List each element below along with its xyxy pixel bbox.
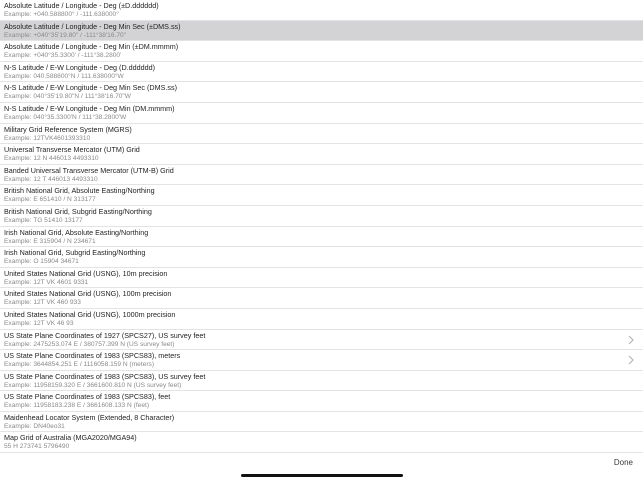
format-example: Example: 040°35'19.80"N / 111°38'16.70"W bbox=[4, 93, 131, 101]
format-title: British National Grid, Subgrid Easting/Northing bbox=[4, 206, 152, 216]
format-title: US State Plane Coordinates of 1983 (SPCS83), US survey feet bbox=[4, 371, 206, 381]
format-example: Example: 3644854.251 E / 1116058.159 N (meters) bbox=[4, 361, 155, 369]
done-button[interactable]: Done bbox=[613, 458, 633, 467]
format-example: 55 H 273741 5796490 bbox=[4, 443, 70, 451]
format-example: Example: 2475253.074 E / 380757.399 N (US survey feet) bbox=[4, 340, 175, 348]
format-example: Example: E 651410 / N 313177 bbox=[4, 196, 96, 204]
format-title: Irish National Grid, Subgrid Easting/Northing bbox=[4, 248, 146, 258]
home-indicator bbox=[241, 474, 403, 477]
format-title: Maidenhead Locator System (Extended, 8 Character) bbox=[4, 412, 175, 422]
format-row[interactable] bbox=[0, 350, 643, 371]
format-example: Example: 12T VK 46 93 bbox=[4, 319, 74, 327]
format-example: Example: +040°35.3300' / -111°38.2800' bbox=[4, 52, 122, 60]
format-row[interactable] bbox=[0, 412, 643, 433]
format-title: United States National Grid (USNG), 100m precision bbox=[4, 289, 172, 299]
format-title: British National Grid, Absolute Easting/Northing bbox=[4, 186, 155, 196]
format-title: Irish National Grid, Absolute Easting/Northing bbox=[4, 227, 149, 237]
format-row[interactable] bbox=[0, 206, 643, 227]
format-title: US State Plane Coordinates of 1983 (SPCS83), meters bbox=[4, 351, 181, 361]
format-title: US State Plane Coordinates of 1983 (SPCS83), feet bbox=[4, 392, 171, 402]
format-example: Example: DN40eo31 bbox=[4, 422, 65, 430]
format-row[interactable] bbox=[0, 227, 643, 248]
format-row[interactable] bbox=[0, 309, 643, 330]
format-title: Military Grid Reference System (MGRS) bbox=[4, 124, 132, 134]
format-row[interactable] bbox=[0, 268, 643, 289]
format-row[interactable] bbox=[0, 371, 643, 392]
format-row[interactable] bbox=[0, 330, 643, 351]
format-example: Example: 12TVK4601393310 bbox=[4, 134, 91, 142]
format-row[interactable] bbox=[0, 247, 643, 268]
format-example: Example: 040.588800°N / 111.638000°W bbox=[4, 72, 124, 80]
format-example: Example: 12 N 446013 4493310 bbox=[4, 155, 99, 163]
format-example: Example: +040.588800° / -111.638000° bbox=[4, 11, 119, 18]
format-title: Banded Universal Transverse Mercator (UTM-B) Grid bbox=[4, 165, 174, 175]
format-title: Absolute Latitude / Longitude - Deg Min (±DM.mmmm) bbox=[4, 42, 179, 52]
format-row[interactable] bbox=[0, 288, 643, 309]
format-row[interactable] bbox=[0, 124, 643, 145]
format-example: Example: 11958159.320 E / 3661600.810 N (US survey feet) bbox=[4, 381, 182, 389]
format-title: Map Grid of Australia (MGA2020/MGA94) bbox=[4, 433, 137, 443]
format-title: United States National Grid (USNG), 10m precision bbox=[4, 268, 168, 278]
format-example: Example: 12T VK 460 933 bbox=[4, 299, 81, 307]
format-row[interactable] bbox=[0, 185, 643, 206]
format-row[interactable] bbox=[0, 0, 643, 21]
format-title: N-S Latitude / E-W Longitude - Deg (D.dddddd) bbox=[4, 62, 156, 72]
format-row[interactable] bbox=[0, 62, 643, 83]
format-row[interactable] bbox=[0, 144, 643, 165]
format-title: US State Plane Coordinates of 1927 (SPCS27), US survey feet bbox=[4, 330, 206, 340]
format-example: Example: TG 51410 13177 bbox=[4, 216, 83, 224]
format-title: Universal Transverse Mercator (UTM) Grid bbox=[4, 145, 140, 155]
chevron-right-icon bbox=[627, 355, 635, 365]
format-row[interactable] bbox=[0, 432, 643, 453]
format-example: Example: +040°35'19.80" / -111°38'16.70" bbox=[4, 31, 127, 39]
format-example: Example: 12T VK 4601 9331 bbox=[4, 278, 89, 286]
format-row[interactable] bbox=[0, 103, 643, 124]
format-example: Example: 040°35.3300'N / 111°38.2800'W bbox=[4, 113, 127, 121]
bottom-toolbar bbox=[0, 456, 643, 482]
format-title: N-S Latitude / E-W Longitude - Deg Min (DM.mmmm) bbox=[4, 103, 175, 113]
format-title: N-S Latitude / E-W Longitude - Deg Min Sec (DMS.ss) bbox=[4, 83, 177, 93]
format-example: Example: 11958183.238 E / 3661608.133 N (feet) bbox=[4, 402, 150, 410]
format-title: Absolute Latitude / Longitude - Deg Min Sec (±DMS.ss) bbox=[4, 21, 181, 31]
format-row[interactable] bbox=[0, 41, 643, 62]
format-row-selected[interactable] bbox=[0, 21, 643, 42]
format-example: Example: E 315904 / N 234671 bbox=[4, 237, 96, 245]
format-row[interactable] bbox=[0, 165, 643, 186]
format-example: Example: O 15904 34671 bbox=[4, 258, 79, 266]
format-title: Absolute Latitude / Longitude - Deg (±D.dddddd) bbox=[4, 1, 159, 10]
chevron-right-icon bbox=[627, 335, 635, 345]
format-title: United States National Grid (USNG), 1000m precision bbox=[4, 309, 176, 319]
format-example: Example: 12 T 446013 4493310 bbox=[4, 175, 98, 183]
format-row[interactable] bbox=[0, 82, 643, 103]
format-row[interactable] bbox=[0, 391, 643, 412]
